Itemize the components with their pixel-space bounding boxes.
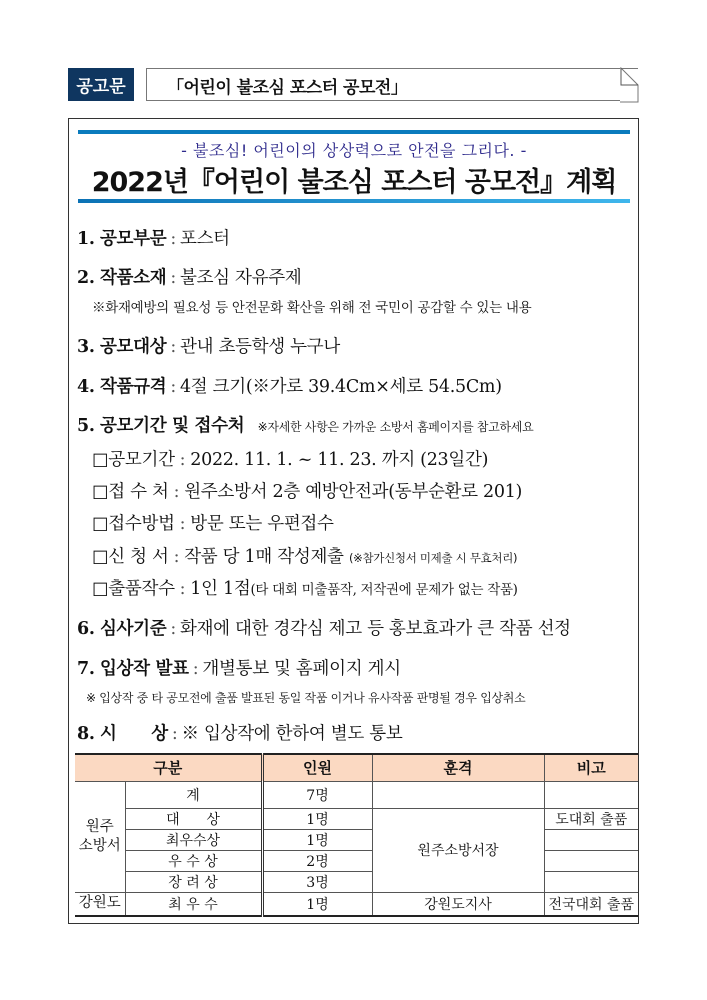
banner-title: 2022년『어린이 불조심 포스터 공모전』계획 [91, 167, 617, 198]
item-label: 공모부문 [99, 229, 167, 249]
sub-label: 접수방법 [108, 514, 175, 534]
banner-top-bar [78, 130, 630, 134]
table-row [75, 850, 638, 871]
group-wonju: 원주 소방서 [75, 781, 125, 892]
award-name: 최우수상 [125, 829, 262, 850]
sub-value: 작품 당 1매 작성제출 [184, 547, 344, 567]
checkbox-icon: □ [92, 482, 109, 502]
notice-title: 「어린이 불조심 포스터 공모전」 [167, 78, 408, 98]
group-gangwon: 강원도 [75, 892, 125, 916]
award-count: 2명 [262, 850, 372, 871]
item-value: 관내 초등학생 누구나 [179, 337, 340, 357]
notice-badge: 공고문 [68, 68, 134, 101]
item-number: 4. [77, 377, 95, 397]
item-announcement: 7. 입상작 발표 : 개별통보 및 홈페이지 게시 [77, 659, 401, 679]
page-fold-icon [620, 67, 640, 103]
item-size: 4. 작품규격 : 4절 크기(※가로 39.4Cm×세로 54.5Cm) [77, 377, 502, 397]
checkbox-icon: □ [92, 579, 109, 599]
item-label: 작품규격 [99, 377, 167, 397]
award-name: 장 려 상 [125, 871, 262, 892]
awards-table [75, 753, 638, 917]
award-name: 계 [125, 781, 262, 808]
notice-title-box [146, 68, 638, 101]
item-label: 심사기준 [99, 619, 167, 639]
award-note [544, 871, 638, 892]
item-subject: 2. 작품소재 : 불조심 자유주제 [77, 268, 302, 288]
item-label: 공모기간 및 접수처 [99, 416, 245, 436]
award-note: 도대회 출품 [544, 808, 638, 829]
sub-value: 1인 1점 [190, 579, 251, 599]
item-value: 불조심 자유주제 [179, 268, 302, 288]
item-value: ※ 입상작에 한하여 별도 통보 [181, 724, 403, 744]
item-number: 3. [77, 337, 95, 357]
item-number: 5. [77, 416, 95, 436]
sub-label: 접 수 처 [108, 482, 169, 502]
item-label: 입상작 발표 [99, 659, 189, 679]
sub-value: 방문 또는 우편접수 [190, 514, 334, 534]
table-row [75, 808, 638, 829]
sub-item-application: □신 청 서 : 작품 당 1매 작성제출 (※참가신청서 미제출 시 무효처리) [92, 547, 518, 567]
item-value: 포스터 [179, 229, 230, 249]
sub-label: 신 청 서 [108, 547, 169, 567]
award-grantor [372, 781, 544, 808]
table-row [75, 781, 638, 808]
item-value: 화재에 대한 경각심 제고 등 홍보효과가 큰 작품 선정 [179, 619, 571, 639]
sub-extra: (타 대회 미출품작, 저작권에 문제가 없는 작품) [250, 582, 518, 598]
sub-extra: (※참가신청서 미제출 시 무효처리) [348, 551, 518, 565]
header-count: 인원 [262, 754, 372, 781]
checkbox-icon: □ [92, 450, 109, 470]
item-category: 1. 공모부문 : 포스터 [77, 229, 230, 249]
table-header-row [75, 754, 638, 781]
award-name: 대 상 [125, 808, 262, 829]
award-count: 1명 [262, 892, 372, 916]
award-note [544, 850, 638, 871]
award-grantor: 강원도지사 [372, 892, 544, 916]
banner-bottom-bar [78, 199, 630, 203]
header-grantor: 훈격 [372, 754, 544, 781]
item-number: 2. [77, 268, 95, 288]
sub-item-period: □공모기간 : 2022. 11. 1. ~ 11. 23. 까지 (23일간) [92, 450, 489, 470]
header-note: 비고 [544, 754, 638, 781]
award-count: 7명 [262, 781, 372, 808]
item-eligibility: 3. 공모대상 : 관내 초등학생 누구나 [77, 337, 340, 357]
sub-item-method: □접수방법 : 방문 또는 우편접수 [92, 514, 334, 534]
item-period-note: ※자세한 사항은 가까운 소방서 홈페이지를 참고하세요 [257, 420, 534, 434]
award-grantor: 원주소방서장 [372, 808, 544, 892]
item-subject-note: ※화재예방의 필요성 등 안전문화 확산을 위해 전 국민이 공감할 수 있는 내용 [92, 300, 532, 316]
award-name: 우 수 상 [125, 850, 262, 871]
item-number: 1. [77, 229, 95, 249]
checkbox-icon: □ [92, 547, 109, 567]
award-count: 1명 [262, 829, 372, 850]
item-label: 작품소재 [99, 268, 167, 288]
item-number: 7. [77, 659, 95, 679]
item-number: 8. [77, 724, 95, 744]
item-label: 시 상 [99, 724, 168, 744]
sub-label: 출품작수 [108, 579, 175, 599]
item-criteria: 6. 심사기준 : 화재에 대한 경각심 제고 등 홍보효과가 큰 작품 선정 [77, 619, 571, 639]
award-name: 최 우 수 [125, 892, 262, 916]
header-category: 구분 [75, 754, 262, 781]
sub-item-location: □접 수 처 : 원주소방서 2층 예방안전과(동부순환로 201) [92, 482, 523, 502]
banner-subtitle: - 불조심! 어린이의 상상력으로 안전을 그리다. - [181, 141, 527, 160]
table-row [75, 829, 638, 850]
award-note: 전국대회 출품 [544, 892, 638, 916]
sub-value: 2022. 11. 1. ~ 11. 23. 까지 (23일간) [190, 450, 489, 470]
sub-label: 공모기간 [108, 450, 175, 470]
item-label: 공모대상 [99, 337, 167, 357]
award-count: 1명 [262, 808, 372, 829]
item-value: 4절 크기(※가로 39.4Cm×세로 54.5Cm) [179, 377, 502, 397]
item-announcement-note: ※ 입상작 중 타 공모전에 출품 발표된 동일 작품 이거나 유사작품 판명될 경우 입상취소 [86, 691, 526, 705]
sub-item-entries: □출품작수 : 1인 1점(타 대회 미출품작, 저작권에 문제가 없는 작품) [92, 579, 518, 599]
table-row [75, 892, 638, 916]
item-value: 개별통보 및 홈페이지 게시 [202, 659, 401, 679]
sub-value: 원주소방서 2층 예방안전과(동부순환로 201) [184, 482, 523, 502]
item-number: 6. [77, 619, 95, 639]
item-awards: 8. 시 상 : ※ 입상작에 한하여 별도 통보 [77, 724, 403, 744]
table-row [75, 871, 638, 892]
checkbox-icon: □ [92, 514, 109, 534]
award-count: 3명 [262, 871, 372, 892]
award-note [544, 781, 638, 808]
award-note [544, 829, 638, 850]
item-period [77, 412, 533, 437]
